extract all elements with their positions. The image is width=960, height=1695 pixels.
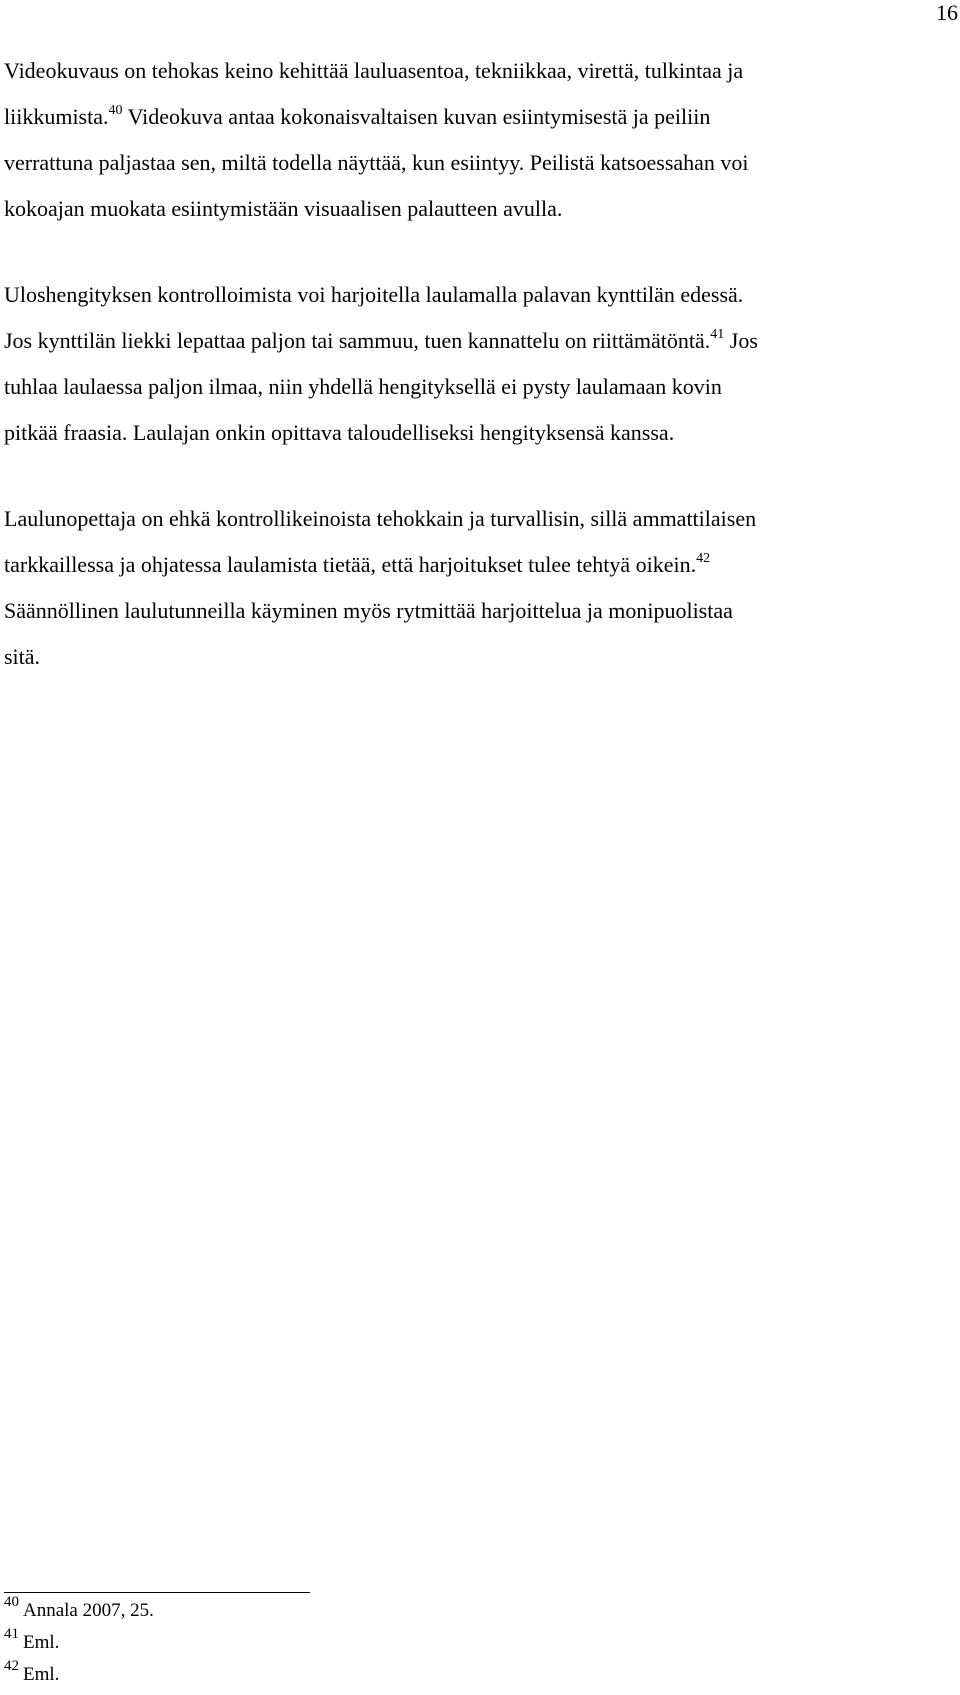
paragraph bbox=[4, 496, 954, 680]
text-segment: sitä. bbox=[4, 644, 41, 669]
footnote-separator bbox=[4, 1592, 310, 1593]
text-segment: tuhlaa laulaessa paljon ilmaa, niin yhdellä hengityksellä ei pysty laulamaan kovin bbox=[4, 374, 722, 399]
footnote bbox=[4, 1595, 404, 1627]
text-line bbox=[4, 48, 954, 94]
text-line bbox=[4, 272, 954, 318]
text-segment: pitkää fraasia. Laulajan onkin opittava taloudelliseksi hengityksensä kanssa. bbox=[4, 420, 675, 445]
text-segment: kokoajan muokata esiintymistään visuaalisen palautteen avulla. bbox=[4, 196, 563, 221]
body-text bbox=[4, 48, 954, 720]
footnote-marker: 42 bbox=[4, 1657, 19, 1674]
footnotes bbox=[4, 1592, 404, 1691]
footnote-text: Eml. bbox=[23, 1632, 60, 1653]
text-segment: Laulunopettaja on ehkä kontrollikeinoista tehokkain ja turvallisin, sillä ammattilaisen bbox=[4, 506, 757, 531]
text-line bbox=[4, 140, 954, 186]
text-line bbox=[4, 94, 954, 140]
footnote-reference: 40 bbox=[108, 102, 123, 118]
text-segment: Säännöllinen laulutunneilla käyminen myös rytmittää harjoittelua ja monipuolistaa bbox=[4, 598, 733, 623]
text-segment: verrattuna paljastaa sen, miltä todella näyttää, kun esiintyy. Peilistä katsoessahan voi bbox=[4, 150, 749, 175]
text-segment: Jos bbox=[724, 328, 758, 353]
text-segment: Videokuva antaa kokonaisvaltaisen kuvan esiintymisestä ja peiliin bbox=[122, 104, 711, 129]
footnote-marker: 40 bbox=[4, 1593, 19, 1610]
text-line bbox=[4, 634, 954, 680]
text-line bbox=[4, 186, 954, 232]
text-segment: Videokuvaus on tehokas keino kehittää lauluasentoa, tekniikkaa, virettä, tulkintaa ja bbox=[4, 58, 744, 83]
footnote-text: Annala 2007, 25. bbox=[23, 1600, 154, 1621]
footnote-text: Eml. bbox=[23, 1664, 60, 1685]
text-line bbox=[4, 318, 954, 364]
paragraph bbox=[4, 48, 954, 232]
footnote bbox=[4, 1659, 404, 1691]
text-line bbox=[4, 588, 954, 634]
text-segment: Jos kynttilän liekki lepattaa paljon tai sammuu, tuen kannattelu on riittämätöntä. bbox=[4, 328, 711, 353]
footnote-reference: 41 bbox=[710, 326, 725, 342]
text-line bbox=[4, 364, 954, 410]
footnote-reference: 42 bbox=[696, 550, 711, 566]
page-number: 16 bbox=[936, 0, 958, 25]
text-segment: tarkkaillessa ja ohjatessa laulamista tietää, että harjoitukset tulee tehtyä oikein. bbox=[4, 552, 697, 577]
text-segment: liikkumista. bbox=[4, 104, 109, 129]
footnote-marker: 41 bbox=[4, 1625, 19, 1642]
text-segment: Uloshengityksen kontrolloimista voi harjoitella laulamalla palavan kynttilän edessä. bbox=[4, 282, 744, 307]
text-line bbox=[4, 542, 954, 588]
text-line bbox=[4, 410, 954, 456]
paragraph bbox=[4, 272, 954, 456]
footnote bbox=[4, 1627, 404, 1659]
text-line bbox=[4, 496, 954, 542]
